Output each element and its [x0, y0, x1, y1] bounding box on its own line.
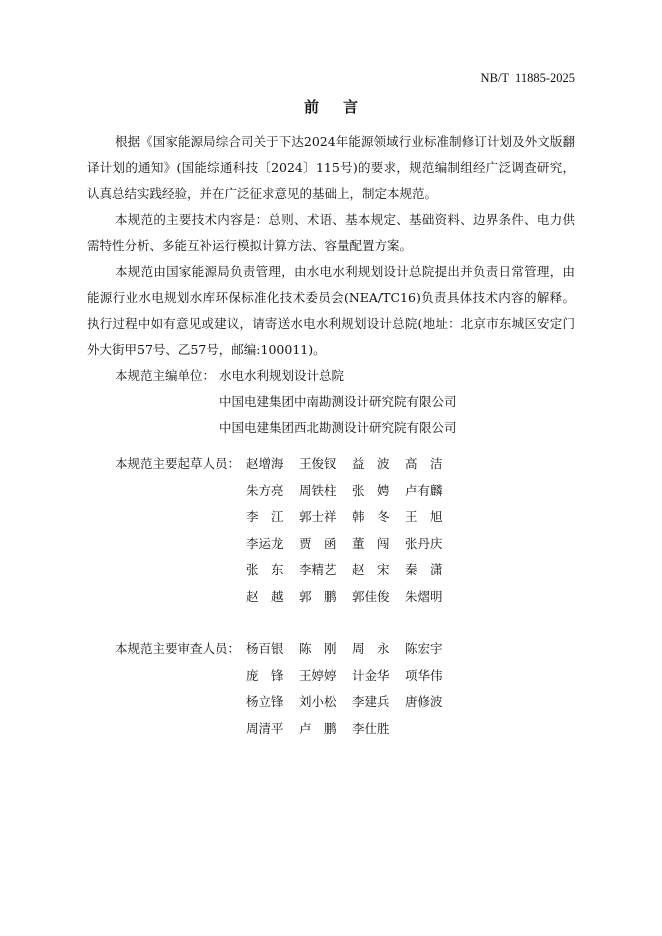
- drafters-row: [246, 454, 458, 481]
- editor-units-label: 本规范主编单位：: [115, 368, 216, 383]
- person-name: 杨百银: [246, 641, 284, 656]
- reviewers-list: [246, 639, 458, 745]
- person-name: 杨立锋: [246, 694, 284, 709]
- title-part-1: 前: [303, 98, 319, 116]
- person-name: 张丹庆: [405, 535, 443, 551]
- reviewers-row: [246, 639, 458, 666]
- person-name: 李运龙: [246, 535, 284, 551]
- person-name: 赵增海: [246, 456, 284, 471]
- person-name: 计金华: [352, 667, 390, 683]
- reviewers-label: 本规范主要审查人员：: [115, 641, 241, 656]
- person-name: 贾 函: [299, 535, 337, 551]
- person-name: 刘小松: [299, 694, 337, 709]
- person-name: 张 娉: [352, 482, 390, 498]
- drafters-row: [246, 507, 458, 534]
- person-name: 周 永: [352, 641, 390, 656]
- paragraph-management: 本规范由国家能源局负责管理，由水电水利规划设计总院提出并负责日常管理，由能源行业水电规划水库环保标准化技术委员会(NEA/TC16)负责具体技术内容的解释。执行过程中如有意见或建议，请寄送水电水利规划设计总院(地址：北京市东城区安定门外大街甲57号、乙57号，邮编:100011)。: [87, 264, 575, 357]
- person-name: 张 东: [246, 562, 284, 577]
- person-name: 李仕胜: [352, 720, 390, 736]
- person-name: 朱熠明: [405, 588, 443, 604]
- person-name: 益 波: [352, 456, 390, 471]
- person-name: 陈 刚: [299, 641, 337, 656]
- person-name: 高 洁: [405, 456, 443, 471]
- drafters-row: [246, 560, 458, 587]
- person-name: 陈宏宇: [405, 641, 443, 656]
- person-name: 董 闯: [352, 535, 390, 551]
- person-name: 卢 鹏: [299, 720, 337, 736]
- person-name: 王 旭: [405, 509, 443, 524]
- person-name: 王俊钗: [299, 456, 337, 471]
- person-name: 朱方亮: [246, 482, 284, 498]
- person-name: 周铁柱: [299, 482, 337, 498]
- reviewers-row: [246, 692, 458, 719]
- page-title: [0, 96, 662, 117]
- person-name: 赵 宋: [352, 562, 390, 577]
- drafters-row: [246, 587, 458, 614]
- paragraph-main-content: 本规范的主要技术内容是：总则、术语、基本规定、基础资料、边界条件、电力供需特性分析、多能互补运行模拟计算方法、容量配置方案。: [87, 212, 575, 253]
- person-name: [405, 719, 458, 746]
- person-name: 唐修波: [405, 694, 443, 709]
- person-name: 韩 冬: [352, 509, 390, 524]
- editor-unit-2: 中国电建集团中南勘测设计研究院有限公司: [219, 394, 457, 409]
- person-name: 周清平: [246, 720, 284, 736]
- person-name: 秦 潇: [405, 562, 443, 577]
- person-name: 赵 越: [246, 588, 284, 604]
- editor-unit-3: 中国电建集团西北勘测设计研究院有限公司: [219, 420, 457, 435]
- title-part-2: 言: [343, 98, 359, 116]
- paragraph-basis: 根据《国家能源局综合司关于下达2024年能源领域行业标准制修订计划及外文版翻译计划的通知》(国能综通科技〔2024〕115号)的要求，规范编制组经广泛调查研究，认真总结实践经验，并在广泛征求意见的基础上，制定本规范。: [87, 134, 575, 201]
- person-name: 郭士祥: [299, 509, 337, 524]
- person-name: 卢有麟: [405, 482, 443, 498]
- standard-number: NB/T 11885-2025: [480, 71, 575, 85]
- reviewers-row: [246, 719, 458, 746]
- person-name: 李建兵: [352, 694, 390, 709]
- person-name: 王婷婷: [299, 667, 337, 683]
- person-name: 李 江: [246, 509, 284, 524]
- editor-unit-1: 水电水利规划设计总院: [219, 368, 345, 383]
- person-name: 郭佳俊: [352, 588, 390, 604]
- reviewers-row: [246, 666, 458, 693]
- person-name: 李精艺: [299, 562, 337, 577]
- drafters-row: [246, 534, 458, 561]
- drafters-list: [246, 454, 458, 613]
- drafters-row: [246, 481, 458, 508]
- person-name: 郭 鹏: [299, 588, 337, 604]
- person-name: 庞 锋: [246, 667, 284, 683]
- drafters-label: 本规范主要起草人员：: [115, 456, 241, 471]
- person-name: 项华伟: [405, 667, 443, 683]
